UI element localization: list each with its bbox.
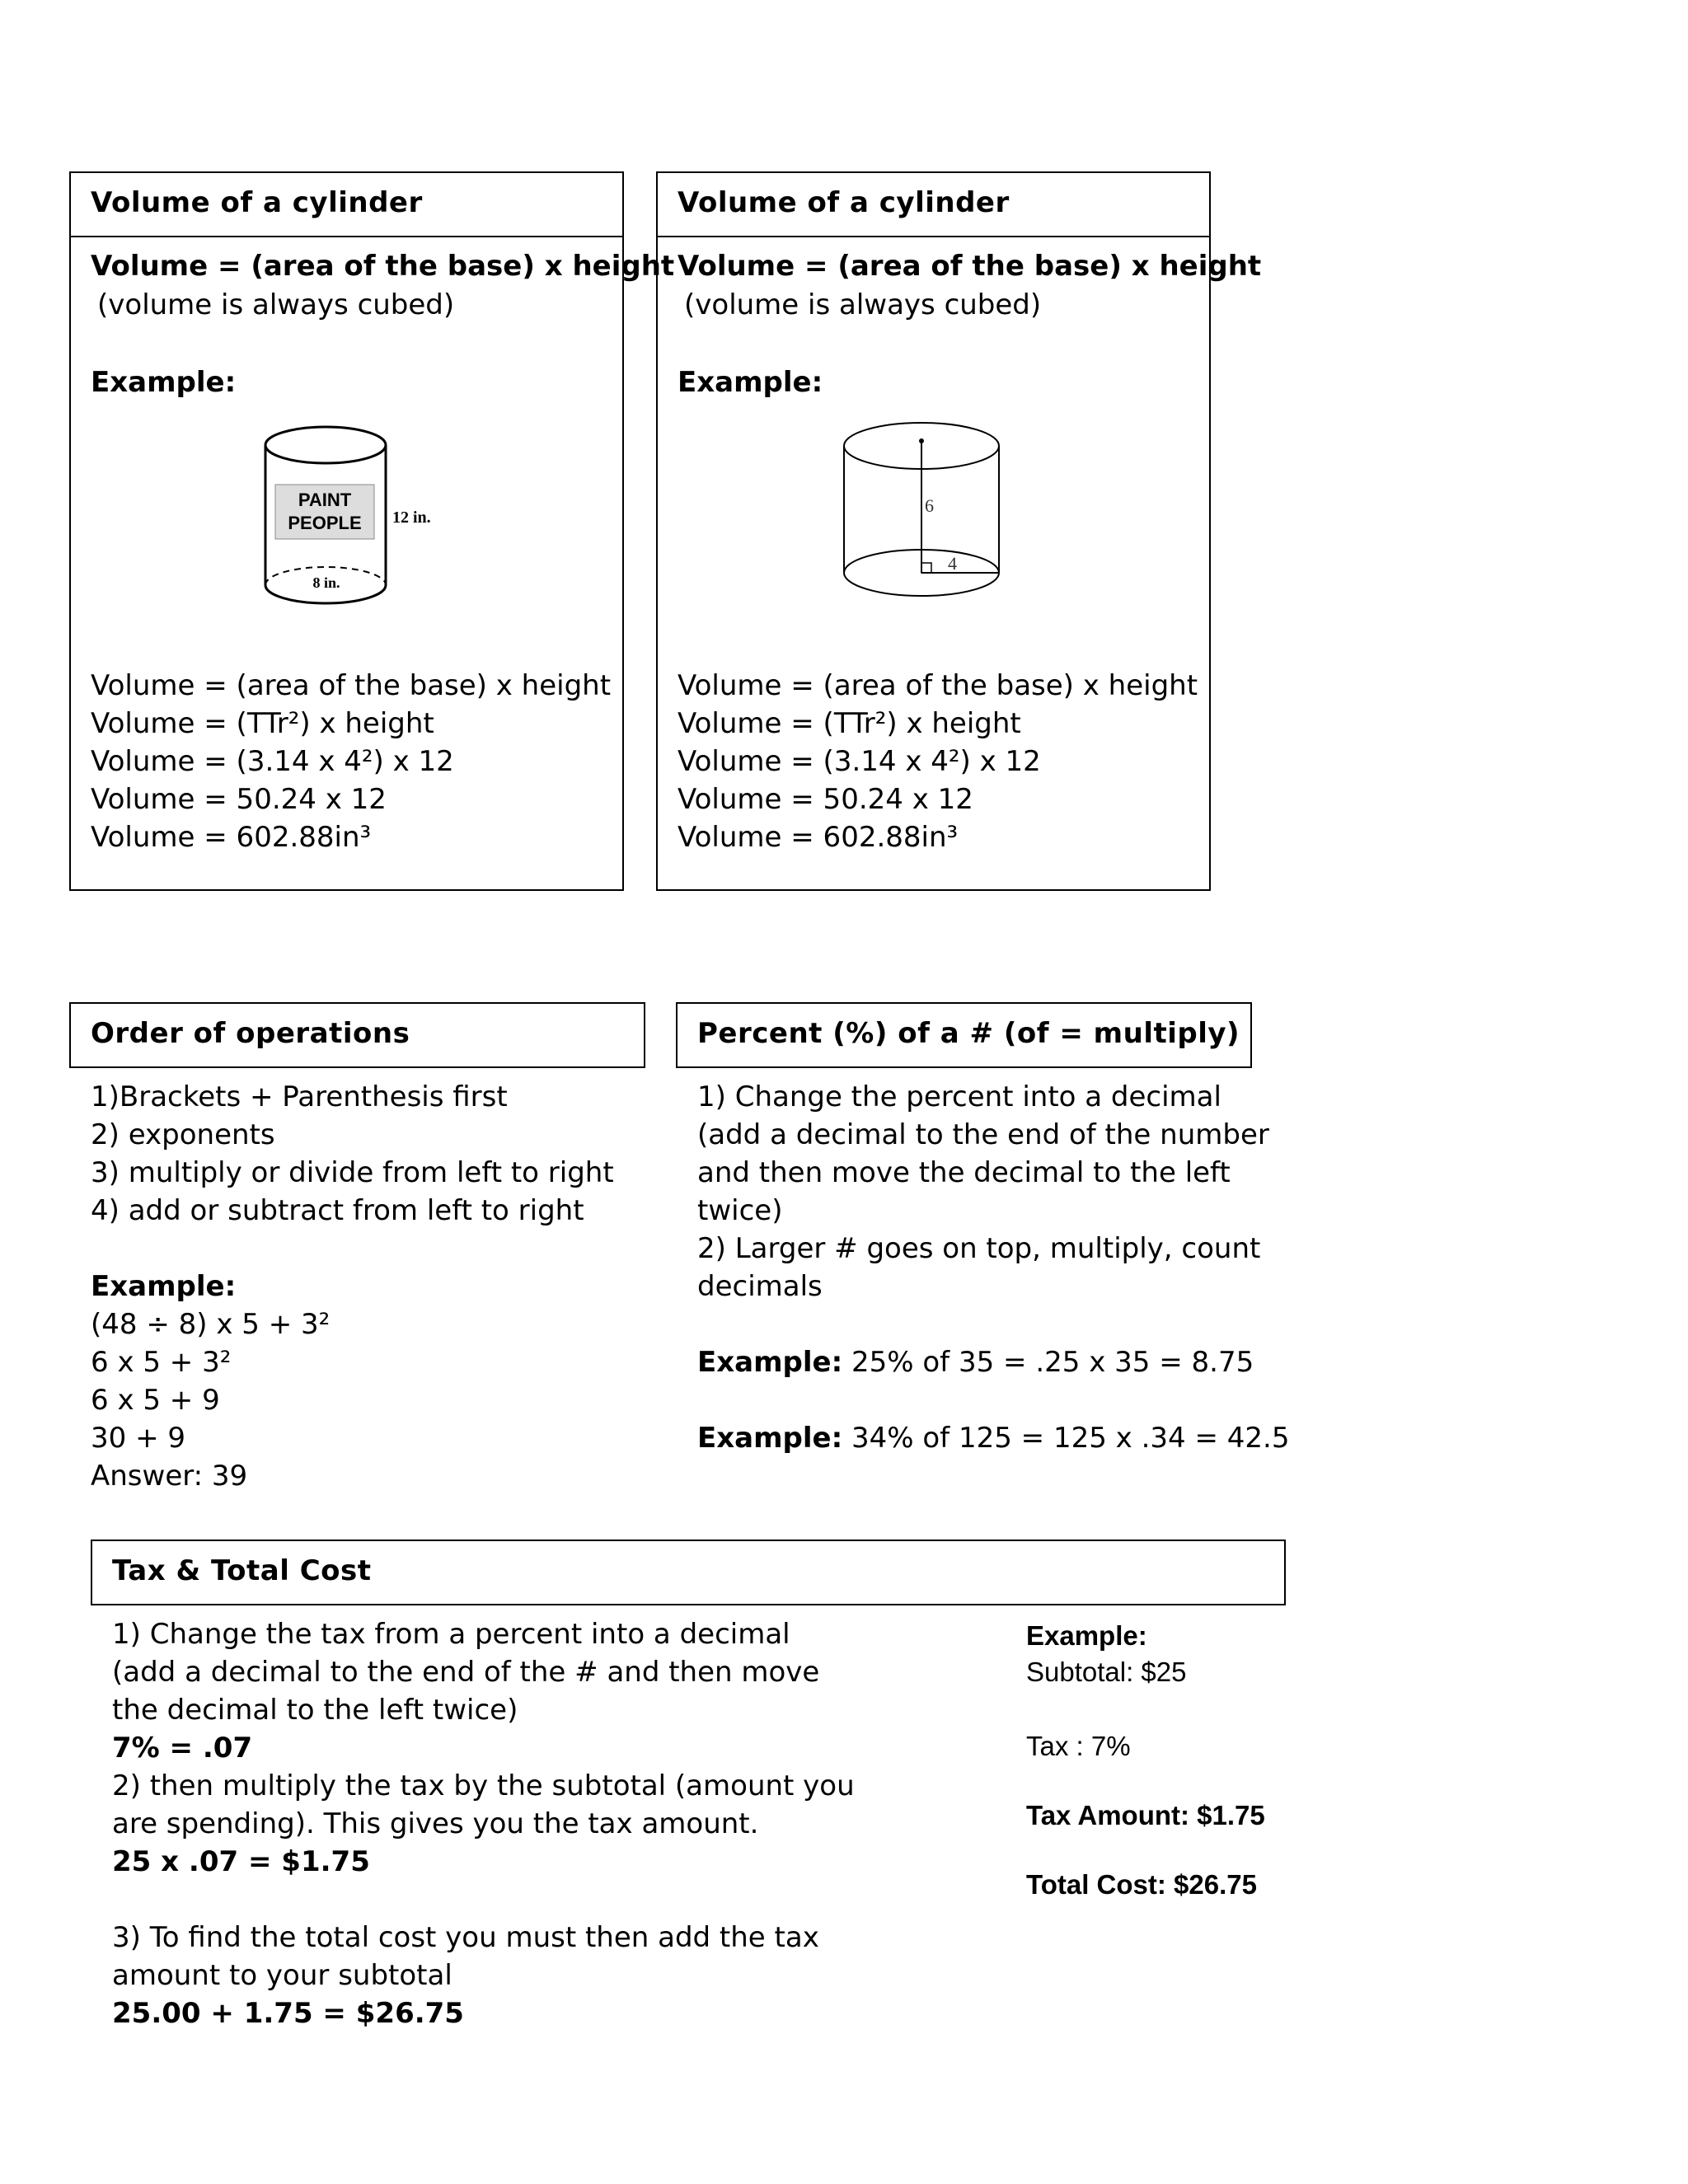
cylinder-height-label: 6 — [925, 495, 934, 516]
percent-step-4: twice) — [697, 1194, 783, 1227]
paint-can-diameter-label: 8 in. — [312, 574, 340, 591]
cylinder-2-formula: Volume = (area of the base) x height — [678, 250, 1262, 283]
paint-can-label-bottom: PEOPLE — [288, 513, 362, 533]
percent-step-6: decimals — [697, 1270, 823, 1303]
cylinder-1-step-3: Volume = (3.14 x 4²) x 12 — [91, 745, 454, 778]
tax-line-7: 25 x .07 = $1.75 — [112, 1845, 370, 1878]
cylinder-1-title: Volume of a cylinder — [91, 186, 423, 219]
order-rule-4: 4) add or subtract from left to right — [91, 1194, 584, 1227]
percent-example-2-text: 34% of 125 = 125 x .34 = 42.5 — [851, 1422, 1290, 1455]
tax-line-2: (add a decimal to the end of the # and then move — [112, 1656, 820, 1689]
percent-example-2 — [697, 1422, 1289, 1455]
tax-example-total: Total Cost: $26.75 — [1026, 1869, 1257, 1900]
percent-example-1-text: 25% of 35 = .25 x 35 = 8.75 — [851, 1346, 1254, 1379]
tax-line-5: 2) then multiply the tax by the subtotal (amount you — [112, 1769, 855, 1802]
tax-line-10: 25.00 + 1.75 = $26.75 — [112, 1997, 464, 2030]
paint-can-height-label: 12 in. — [392, 509, 431, 527]
percent-title: Percent (%) of a # (of = multiply) — [697, 1017, 1240, 1050]
order-example-line-2: 6 x 5 + 3² — [91, 1346, 232, 1379]
order-rule-3: 3) multiply or divide from left to right — [91, 1156, 614, 1189]
tax-line-4: 7% = .07 — [112, 1732, 253, 1765]
tax-example-rate: Tax : 7% — [1026, 1731, 1131, 1761]
tax-title: Tax & Total Cost — [112, 1554, 372, 1587]
order-answer: Answer: 39 — [91, 1460, 248, 1493]
cylinder-1-formula: Volume = (area of the base) x height — [91, 250, 675, 283]
cylinder-1-example-label: Example: — [91, 366, 237, 399]
tax-line-1: 1) Change the tax from a percent into a decimal — [112, 1618, 790, 1651]
cylinder-2-example-label: Example: — [678, 366, 823, 399]
cylinder-2-step-5: Volume = 602.88in³ — [678, 821, 959, 854]
cylinder-2-step-1: Volume = (area of the base) x height — [678, 669, 1198, 702]
cylinder-1-note: (volume is always cubed) — [97, 288, 455, 321]
cylinder-radius-label: 4 — [948, 553, 957, 574]
percent-step-2: (add a decimal to the end of the number — [697, 1118, 1269, 1151]
order-rule-1: 1)Brackets + Parenthesis first — [91, 1080, 508, 1113]
percent-example-2-label: Example: — [697, 1422, 843, 1455]
cylinder-2-step-4: Volume = 50.24 x 12 — [678, 783, 973, 816]
cylinder-2-step-3: Volume = (3.14 x 4²) x 12 — [678, 745, 1041, 778]
tax-example-label: Example: — [1026, 1620, 1147, 1651]
cylinder-1-step-5: Volume = 602.88in³ — [91, 821, 372, 854]
order-example-line-4: 30 + 9 — [91, 1422, 185, 1455]
percent-example-1 — [697, 1346, 1254, 1379]
cylinder-diagram — [832, 416, 1022, 614]
tax-line-6: are spending). This gives you the tax amount. — [112, 1807, 759, 1840]
tax-line-3: the decimal to the left twice) — [112, 1694, 518, 1727]
order-example-label: Example: — [91, 1270, 237, 1303]
cylinder-1-step-4: Volume = 50.24 x 12 — [91, 783, 387, 816]
percent-step-1: 1) Change the percent into a decimal — [697, 1080, 1221, 1113]
paint-can-illustration — [247, 420, 462, 610]
tax-line-9: amount to your subtotal — [112, 1959, 452, 1992]
order-rule-2: 2) exponents — [91, 1118, 275, 1151]
cylinder-2-note: (volume is always cubed) — [684, 288, 1042, 321]
order-example-line-3: 6 x 5 + 9 — [91, 1384, 220, 1417]
order-title: Order of operations — [91, 1017, 410, 1050]
percent-step-3: and then move the decimal to the left — [697, 1156, 1231, 1189]
cylinder-2-step-2: Volume = (TTr²) x height — [678, 707, 1021, 740]
cylinder-2-title: Volume of a cylinder — [678, 186, 1010, 219]
tax-example-amount: Tax Amount: $1.75 — [1026, 1800, 1265, 1830]
tax-line-8: 3) To find the total cost you must then add the tax — [112, 1921, 819, 1954]
tax-example-subtotal: Subtotal: $25 — [1026, 1657, 1187, 1687]
cylinder-1-step-1: Volume = (area of the base) x height — [91, 669, 612, 702]
percent-step-5: 2) Larger # goes on top, multiply, count — [697, 1232, 1261, 1265]
cylinder-1-step-2: Volume = (TTr²) x height — [91, 707, 434, 740]
order-example-line-1: (48 ÷ 8) x 5 + 3² — [91, 1308, 331, 1341]
percent-example-1-label: Example: — [697, 1346, 843, 1379]
paint-can-label-top: PAINT — [298, 490, 352, 510]
